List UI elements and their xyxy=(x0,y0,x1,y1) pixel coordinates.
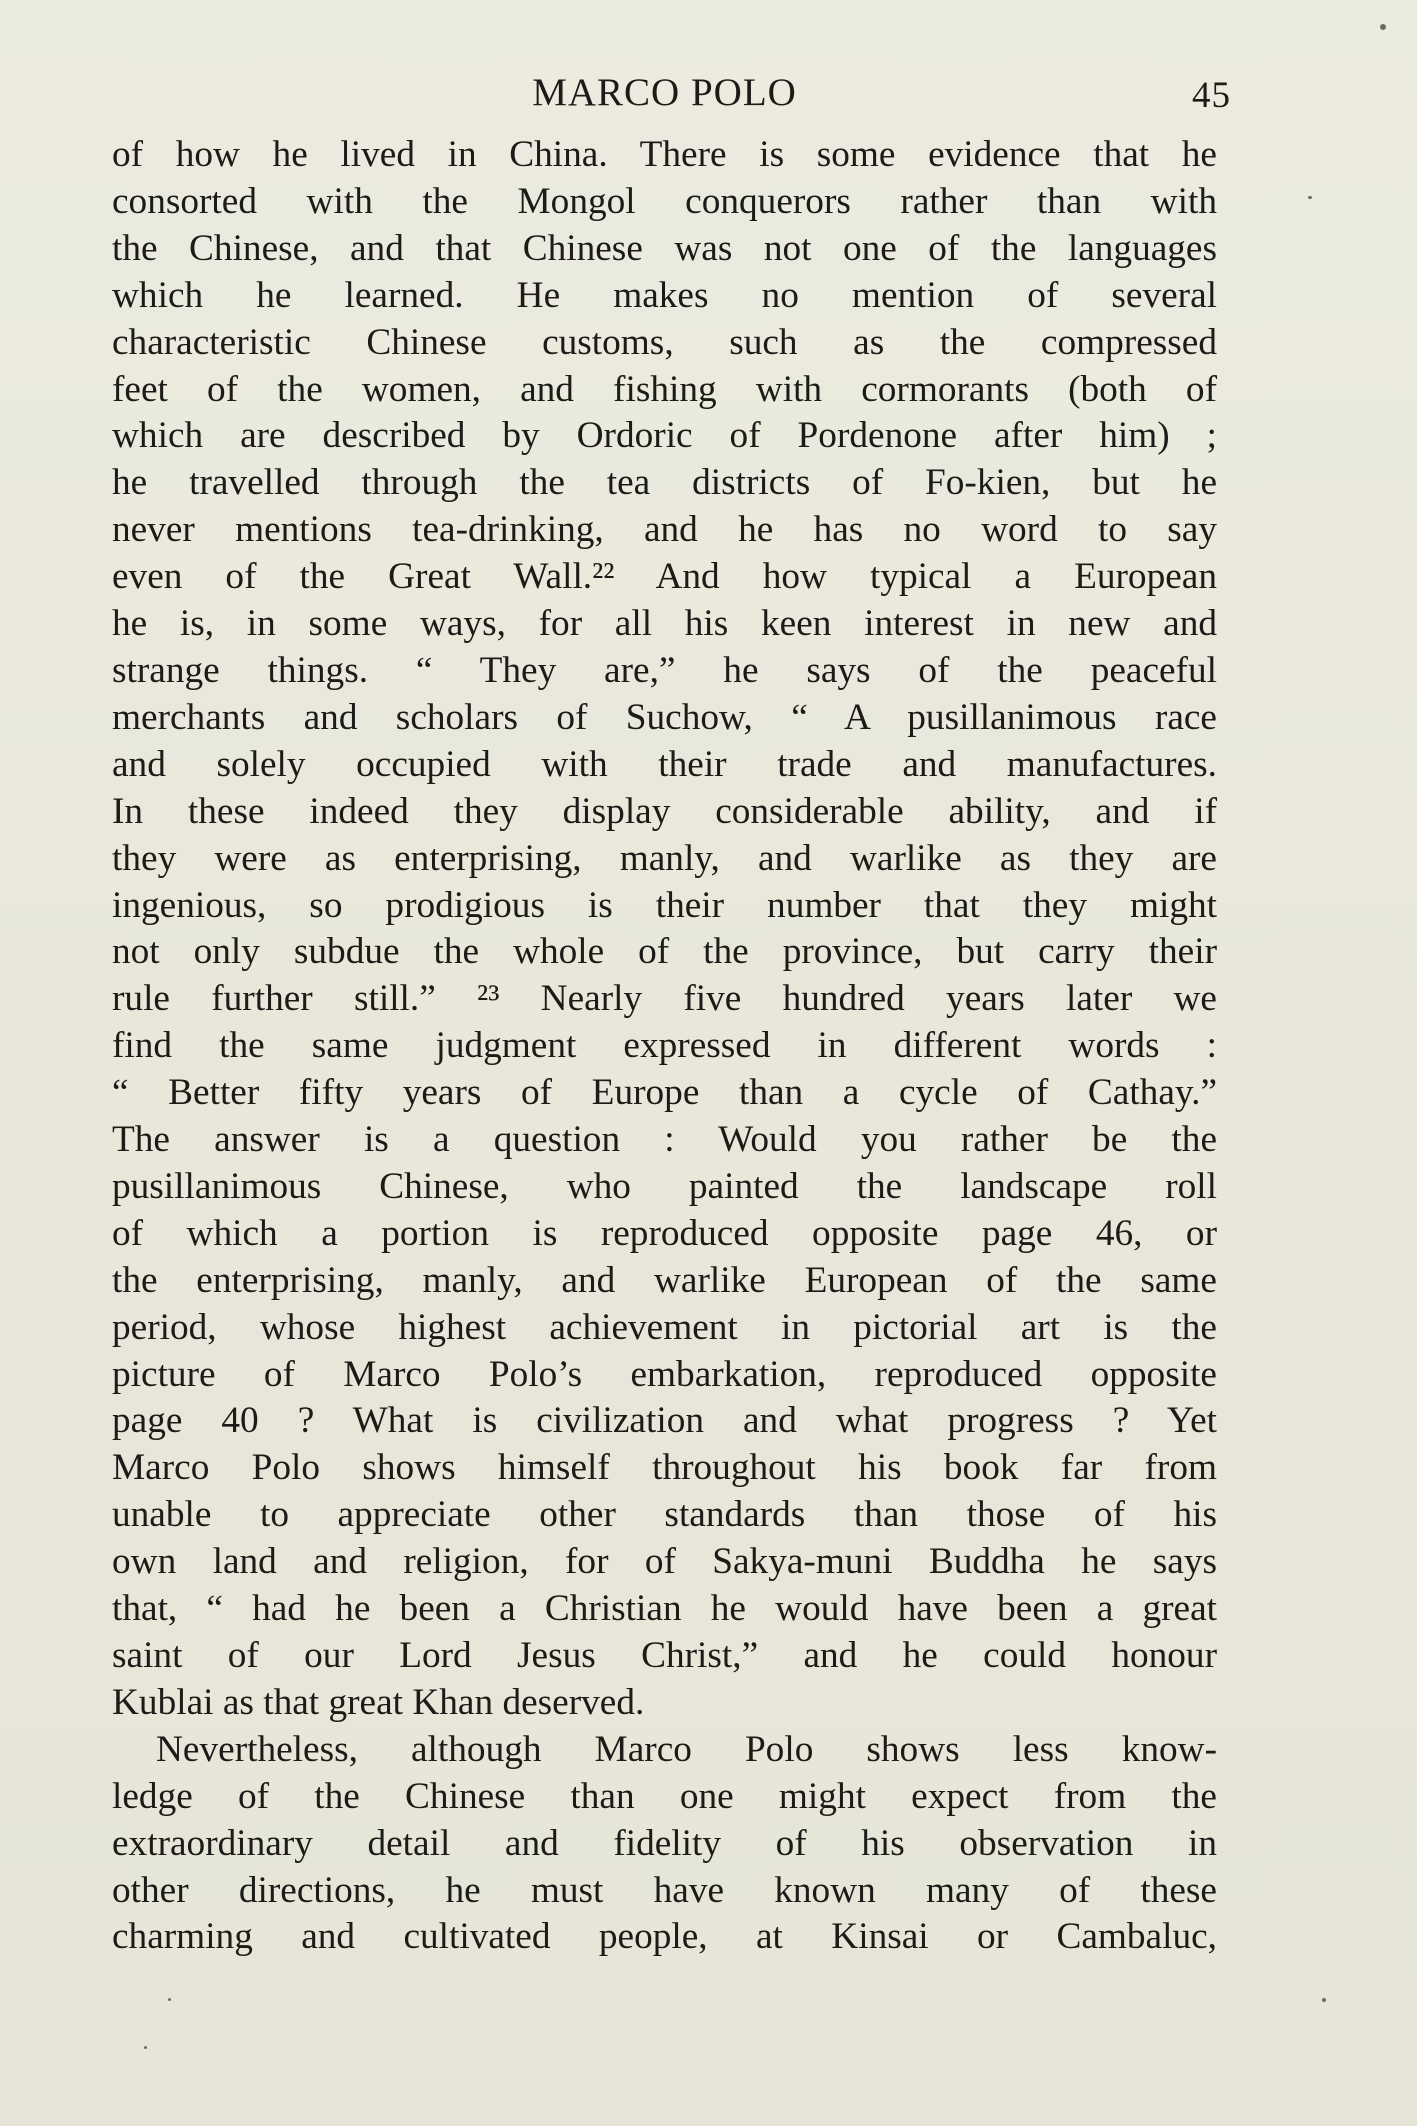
text-line: find the same judgment expressed in different words : xyxy=(112,1025,1217,1067)
paragraph-2 xyxy=(112,1727,1217,1962)
text-line: consorted with the Mongol conquerors rather than with xyxy=(112,180,1217,222)
text-line: pusillanimous Chinese, who painted the landscape roll xyxy=(112,1165,1217,1207)
text-line: characteristic Chinese customs, such as the compressed xyxy=(112,321,1217,363)
text-line: merchants and scholars of Suchow, “ A pusillanimous race xyxy=(112,696,1217,738)
text-line: which he learned. He makes no mention of several xyxy=(112,274,1217,316)
text-line: Nevertheless, although Marco Polo shows less know- xyxy=(156,1728,1217,1770)
text-line: the enterprising, manly, and warlike European of the same xyxy=(112,1259,1217,1301)
text-line: “ Better fifty years of Europe than a cycle of Cathay.” xyxy=(112,1072,1217,1114)
text-line: ledge of the Chinese than one might expect from the xyxy=(112,1775,1217,1817)
text-line: own land and religion, for of Sakya-muni Buddha he says xyxy=(112,1541,1217,1583)
text-line: they were as enterprising, manly, and warlike as they are xyxy=(112,837,1217,879)
text-line: other directions, he must have known many of these xyxy=(112,1869,1217,1911)
text-line: and solely occupied with their trade and manufactures. xyxy=(112,743,1217,785)
paper-speck xyxy=(144,2046,147,2049)
text-line: not only subdue the whole of the province, but carry their xyxy=(112,931,1217,973)
text-line: unable to appreciate other standards than those of his xyxy=(112,1494,1217,1536)
page-number: 45 xyxy=(1192,75,1231,116)
text-line: The answer is a question : Would you rather be the xyxy=(112,1119,1217,1161)
paper-speck xyxy=(1380,24,1386,30)
running-title: MARCO POLO xyxy=(532,71,797,114)
paper-speck xyxy=(1308,196,1312,199)
paragraph-1 xyxy=(112,132,1217,1727)
text-line: Marco Polo shows himself throughout his book far from xyxy=(112,1447,1217,1489)
text-line: even of the Great Wall.²² And how typical a European xyxy=(112,556,1217,598)
text-line: never mentions tea-drinking, and he has no word to say xyxy=(112,509,1217,551)
text-line: period, whose highest achievement in pictorial art is the xyxy=(112,1306,1217,1348)
text-line: that, “ had he been a Christian he would have been a great xyxy=(112,1588,1217,1630)
text-line: page 40 ? What is civilization and what progress ? Yet xyxy=(112,1400,1217,1442)
text-line: ingenious, so prodigious is their number that they might xyxy=(112,884,1217,926)
paper-speck xyxy=(168,1998,171,2001)
text-line: the Chinese, and that Chinese was not one of the languages xyxy=(112,227,1217,269)
paper-speck xyxy=(1322,1998,1326,2002)
text-line: charming and cultivated people, at Kinsai or Cambaluc, xyxy=(112,1916,1217,1958)
text-line: rule further still.” ²³ Nearly five hundred years later we xyxy=(112,978,1217,1020)
running-head xyxy=(112,70,1231,132)
text-line: Kublai as that great Khan deserved. xyxy=(112,1681,645,1723)
text-line: extraordinary detail and fidelity of his observation in xyxy=(112,1822,1217,1864)
text-line: saint of our Lord Jesus Christ,” and he could honour xyxy=(112,1635,1217,1676)
text-line: In these indeed they display considerable ability, and if xyxy=(112,790,1217,832)
body-text xyxy=(112,132,1217,1961)
text-line: feet of the women, and fishing with cormorants (both of xyxy=(112,368,1217,410)
text-line: picture of Marco Polo’s embarkation, reproduced opposite xyxy=(112,1353,1217,1395)
text-line: which are described by Ordoric of Pordenone after him) ; xyxy=(112,415,1217,457)
text-line: he travelled through the tea districts of Fo-kien, but he xyxy=(112,462,1217,504)
text-line: he is, in some ways, for all his keen interest in new and xyxy=(112,603,1217,645)
text-line: strange things. “ They are,” he says of the peaceful xyxy=(112,649,1217,691)
text-line: of which a portion is reproduced opposite page 46, or xyxy=(112,1212,1217,1254)
text-line: of how he lived in China. There is some evidence that he xyxy=(112,134,1217,175)
